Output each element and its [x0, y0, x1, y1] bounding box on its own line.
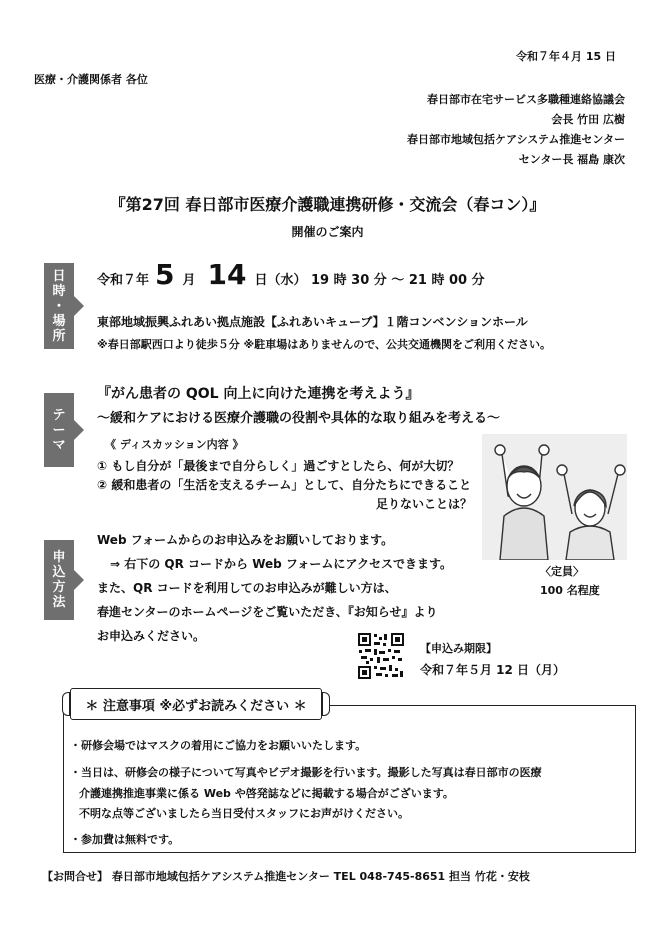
apply-line-2: ⇒ 右下の QR コードから Web フォームにアクセスできます。 — [110, 557, 453, 571]
notice-item-2: ・当日は、研修会の様子について写真やビデオ撮影を行います。撮影した写真は春日部市の医療 — [70, 766, 542, 779]
notice-item-2-cont: 介護連携推進事業に係る Web や啓発誌などに掲載する場合がございます。 — [79, 787, 454, 800]
theme-title: 『がん患者の QOL 向上に向けた連携を考えよう』 — [97, 386, 420, 402]
discussion-item-2: ② 緩和患者の「生活を支えるチーム」として、自分たちにできること — [97, 478, 472, 492]
discussion-item-2-cont: 足りないことは？ — [375, 497, 472, 511]
page-title: 『第27回 春日部市医療介護職連携研修・交流会（春コン）』 — [109, 195, 546, 214]
apply-line-3: また、QR コードを利用してのお申込みが難しい方は、 — [97, 581, 397, 595]
qr-code[interactable] — [357, 632, 405, 680]
notice-item-1: ・研修会場ではマスクの着用にご協力をお願いいたします。 — [70, 739, 367, 752]
section-tab-apply: 申 込 方 法 — [44, 540, 74, 620]
deadline-label: 【申込み期限】 — [420, 642, 497, 655]
apply-line-5: お申込みください。 — [97, 629, 206, 643]
event-venue: 東部地域振興ふれあい拠点施設【ふれあいキューブ】１階コンベンションホール — [97, 315, 528, 329]
notice-banner — [70, 688, 322, 720]
capacity-label: 〈定員〉 — [540, 565, 584, 578]
discussion-header: 《 ディスカッション内容 》 — [105, 438, 244, 451]
sender-org-2: 春日部市地域包括ケアシステム推進センター — [406, 133, 625, 146]
contact-info: 【お問合せ】 春日部市地域包括ケアシステム推進センター TEL 048-745-8651 担当 竹花・安枝 — [42, 870, 530, 883]
section-tab-theme: テ ー マ — [44, 393, 74, 467]
issue-date: 令和７年４月 15 日 — [516, 50, 616, 63]
apply-line-4: 春進センターのホームページをご覧いただき、『お知らせ』より — [97, 605, 438, 619]
sender-org-1: 春日部市在宅サービス多職種連絡協議会 — [427, 93, 625, 106]
cheering-people-illustration — [482, 434, 627, 560]
notice-banner-text: ＊ 注意事項 ※必ずお読みください ＊ — [85, 698, 307, 714]
capacity-value: 100 名程度 — [540, 584, 600, 597]
page-subtitle: 開催のご案内 — [291, 225, 364, 239]
apply-line-1: Web フォームからのお申込みをお願いしております。 — [97, 533, 394, 547]
theme-subtitle: ～緩和ケアにおける医療介護職の役割や具体的な取り組みを考える～ — [97, 411, 501, 426]
section-tab-datetime: 日 時 ・ 場 所 — [44, 263, 74, 349]
discussion-item-1: ① もし自分が「最後まで自分らしく」過ごすとしたら、何が大切？ — [97, 459, 460, 473]
sender-name-2: センター長 福島 康次 — [518, 153, 625, 166]
event-datetime: 令和７年 5 月 14 日（水） 19 時 30 分 ～ 21 時 00 分 — [97, 258, 485, 291]
recipient: 医療・介護関係者 各位 — [34, 73, 148, 86]
sender-name-1: 会長 竹田 広樹 — [551, 113, 625, 126]
notice-item-2-note: 不明な点等ございましたら当日受付スタッフにお声がけください。 — [79, 807, 409, 820]
notice-item-3: ・参加費は無料です。 — [70, 833, 180, 846]
access-note: ※春日部駅西口より徒歩５分 ※駐車場はありませんので、公共交通機関をご利用ください。 — [97, 338, 551, 351]
deadline-value: 令和７年５月 12 日（月） — [420, 663, 566, 677]
